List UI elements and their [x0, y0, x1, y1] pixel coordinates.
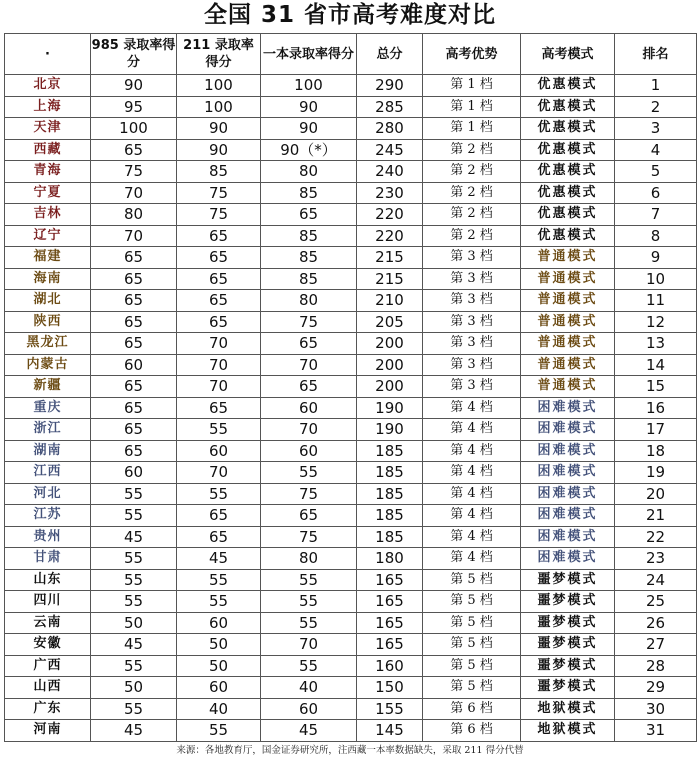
score-tier1-cell: 90 — [261, 96, 357, 118]
score-tier1-cell: 65 — [261, 376, 357, 398]
advantage-cell: 第 2 档 — [423, 182, 521, 204]
score-985-cell: 65 — [91, 311, 177, 333]
score-211-cell: 60 — [177, 612, 261, 634]
score-211-cell: 55 — [177, 591, 261, 613]
score-tier1-cell: 65 — [261, 204, 357, 226]
score-tier1-cell: 55 — [261, 591, 357, 613]
table-row — [5, 225, 697, 247]
score-tier1-cell: 60 — [261, 698, 357, 720]
province-cell: 云南 — [5, 612, 91, 634]
advantage-cell: 第 4 档 — [423, 462, 521, 484]
table-row — [5, 569, 697, 591]
rank-cell: 7 — [615, 204, 697, 226]
table-row — [5, 634, 697, 656]
total-cell: 185 — [357, 505, 423, 527]
mode-cell: 优惠模式 — [521, 182, 615, 204]
score-985-cell: 50 — [91, 612, 177, 634]
score-985-cell: 55 — [91, 483, 177, 505]
mode-cell: 困难模式 — [521, 505, 615, 527]
advantage-cell: 第 1 档 — [423, 118, 521, 140]
province-cell: 广东 — [5, 698, 91, 720]
rank-cell: 17 — [615, 419, 697, 441]
province-cell: 新疆 — [5, 376, 91, 398]
province-cell: 湖北 — [5, 290, 91, 312]
table-row — [5, 75, 697, 97]
advantage-cell: 第 3 档 — [423, 311, 521, 333]
province-cell: 辽宁 — [5, 225, 91, 247]
table-row — [5, 655, 697, 677]
mode-cell: 优惠模式 — [521, 225, 615, 247]
total-cell: 145 — [357, 720, 423, 742]
mode-cell: 优惠模式 — [521, 118, 615, 140]
advantage-cell: 第 5 档 — [423, 677, 521, 699]
mode-cell: 困难模式 — [521, 397, 615, 419]
total-cell: 220 — [357, 204, 423, 226]
rank-cell: 1 — [615, 75, 697, 97]
score-985-cell: 50 — [91, 677, 177, 699]
total-cell: 185 — [357, 440, 423, 462]
total-cell: 205 — [357, 311, 423, 333]
table-row — [5, 419, 697, 441]
mode-cell: 优惠模式 — [521, 139, 615, 161]
score-985-cell: 55 — [91, 505, 177, 527]
total-cell: 185 — [357, 526, 423, 548]
score-tier1-cell: 60 — [261, 397, 357, 419]
table-row — [5, 333, 697, 355]
score-211-cell: 60 — [177, 440, 261, 462]
score-211-cell: 70 — [177, 333, 261, 355]
total-cell: 190 — [357, 397, 423, 419]
province-cell: 安徽 — [5, 634, 91, 656]
advantage-cell: 第 5 档 — [423, 591, 521, 613]
rank-cell: 29 — [615, 677, 697, 699]
advantage-cell: 第 2 档 — [423, 225, 521, 247]
score-tier1-cell: 55 — [261, 569, 357, 591]
score-985-cell: 95 — [91, 96, 177, 118]
score-211-cell: 55 — [177, 483, 261, 505]
header-province: · — [5, 34, 91, 75]
score-tier1-cell: 85 — [261, 182, 357, 204]
header-tier1-score: 一本录取率得分 — [261, 34, 357, 75]
table-row — [5, 268, 697, 290]
mode-cell: 优惠模式 — [521, 75, 615, 97]
mode-cell: 噩梦模式 — [521, 569, 615, 591]
score-211-cell: 70 — [177, 354, 261, 376]
score-211-cell: 65 — [177, 290, 261, 312]
score-211-cell: 65 — [177, 526, 261, 548]
total-cell: 280 — [357, 118, 423, 140]
advantage-cell: 第 4 档 — [423, 505, 521, 527]
mode-cell: 优惠模式 — [521, 204, 615, 226]
score-985-cell: 55 — [91, 698, 177, 720]
score-tier1-cell: 55 — [261, 612, 357, 634]
score-tier1-cell: 85 — [261, 247, 357, 269]
score-211-cell: 45 — [177, 548, 261, 570]
score-tier1-cell: 70 — [261, 419, 357, 441]
score-tier1-cell: 90 — [261, 118, 357, 140]
score-tier1-cell: 70 — [261, 634, 357, 656]
advantage-cell: 第 3 档 — [423, 247, 521, 269]
advantage-cell: 第 3 档 — [423, 333, 521, 355]
score-tier1-cell: 85 — [261, 225, 357, 247]
total-cell: 165 — [357, 612, 423, 634]
advantage-cell: 第 5 档 — [423, 634, 521, 656]
score-985-cell: 100 — [91, 118, 177, 140]
advantage-cell: 第 4 档 — [423, 440, 521, 462]
score-tier1-cell: 80 — [261, 548, 357, 570]
mode-cell: 普通模式 — [521, 268, 615, 290]
score-211-cell: 90 — [177, 118, 261, 140]
advantage-cell: 第 4 档 — [423, 483, 521, 505]
province-cell: 河南 — [5, 720, 91, 742]
mode-cell: 困难模式 — [521, 419, 615, 441]
score-tier1-cell: 45 — [261, 720, 357, 742]
rank-cell: 18 — [615, 440, 697, 462]
score-985-cell: 55 — [91, 569, 177, 591]
score-211-cell: 100 — [177, 75, 261, 97]
score-211-cell: 65 — [177, 311, 261, 333]
table-row — [5, 720, 697, 742]
difficulty-table — [4, 33, 697, 742]
province-cell: 北京 — [5, 75, 91, 97]
score-211-cell: 65 — [177, 225, 261, 247]
advantage-cell: 第 6 档 — [423, 720, 521, 742]
rank-cell: 22 — [615, 526, 697, 548]
table-row — [5, 612, 697, 634]
total-cell: 230 — [357, 182, 423, 204]
rank-cell: 23 — [615, 548, 697, 570]
table-row — [5, 96, 697, 118]
score-985-cell: 60 — [91, 462, 177, 484]
score-985-cell: 70 — [91, 182, 177, 204]
total-cell: 165 — [357, 634, 423, 656]
table-row — [5, 505, 697, 527]
total-cell: 160 — [357, 655, 423, 677]
score-tier1-cell: 85 — [261, 268, 357, 290]
mode-cell: 噩梦模式 — [521, 591, 615, 613]
mode-cell: 困难模式 — [521, 548, 615, 570]
rank-cell: 11 — [615, 290, 697, 312]
table-row — [5, 182, 697, 204]
header-mode: 高考模式 — [521, 34, 615, 75]
province-cell: 天津 — [5, 118, 91, 140]
total-cell: 180 — [357, 548, 423, 570]
rank-cell: 15 — [615, 376, 697, 398]
score-tier1-cell: 75 — [261, 483, 357, 505]
mode-cell: 困难模式 — [521, 483, 615, 505]
province-cell: 海南 — [5, 268, 91, 290]
province-cell: 山东 — [5, 569, 91, 591]
rank-cell: 4 — [615, 139, 697, 161]
header-advantage: 高考优势 — [423, 34, 521, 75]
mode-cell: 优惠模式 — [521, 161, 615, 183]
score-985-cell: 60 — [91, 354, 177, 376]
province-cell: 青海 — [5, 161, 91, 183]
score-211-cell: 90 — [177, 139, 261, 161]
score-211-cell: 55 — [177, 569, 261, 591]
table-header — [5, 34, 697, 75]
advantage-cell: 第 5 档 — [423, 569, 521, 591]
table-row — [5, 161, 697, 183]
total-cell: 240 — [357, 161, 423, 183]
advantage-cell: 第 3 档 — [423, 354, 521, 376]
total-cell: 215 — [357, 247, 423, 269]
score-tier1-cell: 40 — [261, 677, 357, 699]
advantage-cell: 第 4 档 — [423, 419, 521, 441]
table-row — [5, 462, 697, 484]
advantage-cell: 第 3 档 — [423, 268, 521, 290]
province-cell: 江苏 — [5, 505, 91, 527]
table-row — [5, 440, 697, 462]
score-211-cell: 85 — [177, 161, 261, 183]
table-row — [5, 397, 697, 419]
score-211-cell: 100 — [177, 96, 261, 118]
score-985-cell: 70 — [91, 225, 177, 247]
rank-cell: 28 — [615, 655, 697, 677]
table-row — [5, 677, 697, 699]
total-cell: 220 — [357, 225, 423, 247]
mode-cell: 困难模式 — [521, 462, 615, 484]
score-211-cell: 65 — [177, 505, 261, 527]
score-985-cell: 55 — [91, 591, 177, 613]
header-211-score: 211 录取率得分 — [177, 34, 261, 75]
score-985-cell: 80 — [91, 204, 177, 226]
table-row — [5, 698, 697, 720]
page-title: 全国 31 省市高考难度对比 — [203, 2, 497, 28]
province-cell: 广西 — [5, 655, 91, 677]
score-211-cell: 75 — [177, 182, 261, 204]
advantage-cell: 第 3 档 — [423, 376, 521, 398]
province-cell: 重庆 — [5, 397, 91, 419]
total-cell: 150 — [357, 677, 423, 699]
province-cell: 山西 — [5, 677, 91, 699]
total-cell: 200 — [357, 354, 423, 376]
score-211-cell: 50 — [177, 655, 261, 677]
table-row — [5, 118, 697, 140]
province-cell: 湖南 — [5, 440, 91, 462]
score-211-cell: 50 — [177, 634, 261, 656]
table-row — [5, 290, 697, 312]
mode-cell: 优惠模式 — [521, 96, 615, 118]
province-cell: 陕西 — [5, 311, 91, 333]
score-211-cell: 65 — [177, 247, 261, 269]
table-row — [5, 204, 697, 226]
mode-cell: 普通模式 — [521, 376, 615, 398]
advantage-cell: 第 2 档 — [423, 204, 521, 226]
province-cell: 江西 — [5, 462, 91, 484]
table-row — [5, 139, 697, 161]
rank-cell: 10 — [615, 268, 697, 290]
score-985-cell: 65 — [91, 440, 177, 462]
score-tier1-cell: 60 — [261, 440, 357, 462]
score-985-cell: 45 — [91, 720, 177, 742]
score-985-cell: 65 — [91, 268, 177, 290]
score-211-cell: 70 — [177, 376, 261, 398]
province-cell: 内蒙古 — [5, 354, 91, 376]
rank-cell: 26 — [615, 612, 697, 634]
mode-cell: 困难模式 — [521, 526, 615, 548]
province-cell: 甘肃 — [5, 548, 91, 570]
mode-cell: 噩梦模式 — [521, 655, 615, 677]
province-cell: 贵州 — [5, 526, 91, 548]
header-985-score: 985 录取率得分 — [91, 34, 177, 75]
total-cell: 285 — [357, 96, 423, 118]
score-tier1-cell: 70 — [261, 354, 357, 376]
score-985-cell: 65 — [91, 397, 177, 419]
score-tier1-cell: 90（*） — [261, 139, 357, 161]
mode-cell: 普通模式 — [521, 311, 615, 333]
score-tier1-cell: 80 — [261, 161, 357, 183]
score-211-cell: 70 — [177, 462, 261, 484]
province-cell: 河北 — [5, 483, 91, 505]
advantage-cell: 第 5 档 — [423, 655, 521, 677]
mode-cell: 噩梦模式 — [521, 677, 615, 699]
score-985-cell: 55 — [91, 548, 177, 570]
province-cell: 吉林 — [5, 204, 91, 226]
advantage-cell: 第 2 档 — [423, 139, 521, 161]
rank-cell: 27 — [615, 634, 697, 656]
advantage-cell: 第 1 档 — [423, 75, 521, 97]
score-985-cell: 65 — [91, 419, 177, 441]
table-row — [5, 247, 697, 269]
score-tier1-cell: 100 — [261, 75, 357, 97]
score-tier1-cell: 75 — [261, 311, 357, 333]
table-body — [5, 75, 697, 742]
province-cell: 黑龙江 — [5, 333, 91, 355]
advantage-cell: 第 4 档 — [423, 397, 521, 419]
province-cell: 西藏 — [5, 139, 91, 161]
rank-cell: 12 — [615, 311, 697, 333]
score-211-cell: 75 — [177, 204, 261, 226]
rank-cell: 13 — [615, 333, 697, 355]
score-985-cell: 45 — [91, 526, 177, 548]
advantage-cell: 第 6 档 — [423, 698, 521, 720]
rank-cell: 16 — [615, 397, 697, 419]
rank-cell: 31 — [615, 720, 697, 742]
total-cell: 200 — [357, 333, 423, 355]
score-985-cell: 65 — [91, 139, 177, 161]
rank-cell: 24 — [615, 569, 697, 591]
advantage-cell: 第 2 档 — [423, 161, 521, 183]
score-211-cell: 55 — [177, 720, 261, 742]
total-cell: 185 — [357, 483, 423, 505]
score-985-cell: 65 — [91, 376, 177, 398]
advantage-cell: 第 3 档 — [423, 290, 521, 312]
rank-cell: 3 — [615, 118, 697, 140]
score-985-cell: 55 — [91, 655, 177, 677]
score-985-cell: 45 — [91, 634, 177, 656]
score-tier1-cell: 65 — [261, 333, 357, 355]
mode-cell: 普通模式 — [521, 247, 615, 269]
mode-cell: 地狱模式 — [521, 698, 615, 720]
total-cell: 200 — [357, 376, 423, 398]
table-row — [5, 483, 697, 505]
total-cell: 210 — [357, 290, 423, 312]
score-tier1-cell: 75 — [261, 526, 357, 548]
rank-cell: 14 — [615, 354, 697, 376]
score-211-cell: 65 — [177, 397, 261, 419]
score-985-cell: 65 — [91, 247, 177, 269]
rank-cell: 30 — [615, 698, 697, 720]
score-tier1-cell: 80 — [261, 290, 357, 312]
score-tier1-cell: 55 — [261, 462, 357, 484]
rank-cell: 19 — [615, 462, 697, 484]
total-cell: 165 — [357, 569, 423, 591]
score-tier1-cell: 55 — [261, 655, 357, 677]
source-note: 来源：各地教育厅，国金证券研究所，注西藏一本率数据缺失，采取 211 得分代替 — [176, 745, 524, 756]
mode-cell: 普通模式 — [521, 333, 615, 355]
header-rank: 排名 — [615, 34, 697, 75]
total-cell: 290 — [357, 75, 423, 97]
rank-cell: 25 — [615, 591, 697, 613]
table-row — [5, 354, 697, 376]
score-211-cell: 40 — [177, 698, 261, 720]
total-cell: 245 — [357, 139, 423, 161]
rank-cell: 5 — [615, 161, 697, 183]
rank-cell: 6 — [615, 182, 697, 204]
advantage-cell: 第 4 档 — [423, 548, 521, 570]
mode-cell: 普通模式 — [521, 354, 615, 376]
table-row — [5, 591, 697, 613]
mode-cell: 困难模式 — [521, 440, 615, 462]
score-985-cell: 65 — [91, 290, 177, 312]
rank-cell: 8 — [615, 225, 697, 247]
total-cell: 215 — [357, 268, 423, 290]
mode-cell: 噩梦模式 — [521, 634, 615, 656]
province-cell: 四川 — [5, 591, 91, 613]
rank-cell: 2 — [615, 96, 697, 118]
score-985-cell: 75 — [91, 161, 177, 183]
total-cell: 155 — [357, 698, 423, 720]
score-211-cell: 60 — [177, 677, 261, 699]
rank-cell: 20 — [615, 483, 697, 505]
total-cell: 185 — [357, 462, 423, 484]
table-row — [5, 548, 697, 570]
score-985-cell: 90 — [91, 75, 177, 97]
score-tier1-cell: 65 — [261, 505, 357, 527]
score-211-cell: 55 — [177, 419, 261, 441]
table-row — [5, 311, 697, 333]
mode-cell: 噩梦模式 — [521, 612, 615, 634]
rank-cell: 21 — [615, 505, 697, 527]
total-cell: 190 — [357, 419, 423, 441]
total-cell: 165 — [357, 591, 423, 613]
advantage-cell: 第 4 档 — [423, 526, 521, 548]
advantage-cell: 第 1 档 — [423, 96, 521, 118]
score-211-cell: 65 — [177, 268, 261, 290]
advantage-cell: 第 5 档 — [423, 612, 521, 634]
table-row — [5, 376, 697, 398]
header-total: 总分 — [357, 34, 423, 75]
province-cell: 福建 — [5, 247, 91, 269]
mode-cell: 地狱模式 — [521, 720, 615, 742]
mode-cell: 普通模式 — [521, 290, 615, 312]
province-cell: 宁夏 — [5, 182, 91, 204]
score-985-cell: 65 — [91, 333, 177, 355]
table-row — [5, 526, 697, 548]
province-cell: 上海 — [5, 96, 91, 118]
rank-cell: 9 — [615, 247, 697, 269]
province-cell: 浙江 — [5, 419, 91, 441]
